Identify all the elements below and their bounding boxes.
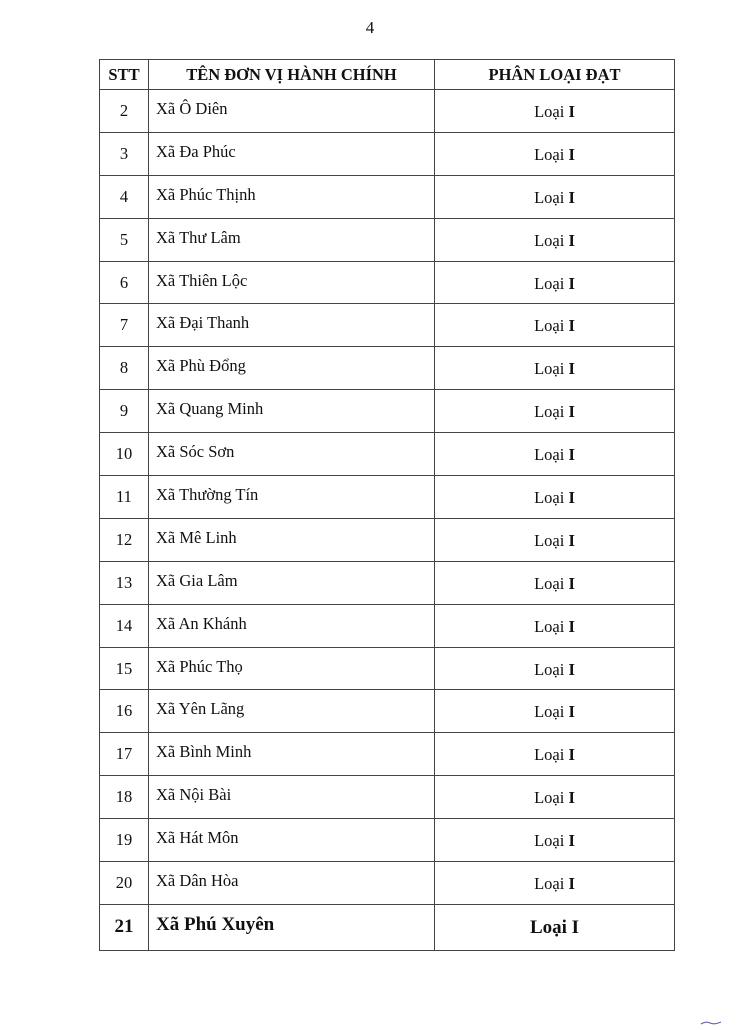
- row-unit-name: Xã Yên Lãng: [156, 699, 245, 719]
- classification-level: I: [568, 745, 575, 765]
- row-classification: [534, 702, 575, 721]
- row-unit-name-cell: [149, 390, 435, 433]
- classification-prefix: Loại: [534, 659, 565, 679]
- row-stt: 8: [100, 347, 149, 390]
- classification-level: I: [568, 573, 575, 593]
- table-row: [100, 862, 675, 905]
- row-classification: [534, 745, 575, 764]
- row-unit-name: Xã Thiên Lộc: [156, 270, 248, 290]
- classification-level: I: [568, 445, 575, 465]
- row-unit-name: Xã Đa Phúc: [156, 141, 236, 161]
- row-unit-name: Xã Đại Thanh: [156, 313, 250, 333]
- row-classification-cell: [435, 862, 675, 905]
- classification-prefix: Loại: [534, 144, 565, 164]
- classification-prefix: Loại: [534, 831, 565, 851]
- classification-prefix: Loại: [534, 873, 565, 893]
- classification-prefix: Loại: [534, 487, 565, 507]
- row-stt: 7: [100, 304, 149, 347]
- table-row: [100, 476, 675, 519]
- table-row: [100, 647, 675, 690]
- row-classification-cell: [435, 261, 675, 304]
- row-classification: [534, 531, 575, 550]
- row-stt: 15: [100, 647, 149, 690]
- row-unit-name-cell: [149, 433, 435, 476]
- row-unit-name: Xã Phúc Thịnh: [156, 184, 256, 204]
- table-row: [100, 218, 675, 261]
- row-stt: 21: [100, 904, 149, 950]
- classification-prefix: Loại: [534, 573, 565, 593]
- row-classification-cell: [435, 90, 675, 133]
- classification-level: I: [568, 316, 575, 336]
- classification-prefix: Loại: [534, 530, 565, 550]
- page-number: 4: [365, 18, 375, 37]
- table-row: [100, 518, 675, 561]
- row-classification: [534, 145, 575, 164]
- row-unit-name-cell: [149, 862, 435, 905]
- row-classification: [534, 617, 575, 636]
- classification-level: I: [568, 530, 575, 550]
- row-unit-name: Xã Nội Bài: [156, 785, 232, 805]
- table-row: [100, 261, 675, 304]
- classification-prefix: Loại: [534, 101, 565, 121]
- classification-prefix: Loại: [534, 402, 565, 422]
- row-unit-name: Xã Sóc Sơn: [156, 442, 235, 462]
- classification-prefix: Loại: [534, 316, 565, 336]
- row-stt: 18: [100, 776, 149, 819]
- row-unit-name-cell: [149, 218, 435, 261]
- row-unit-name-cell: [149, 733, 435, 776]
- row-unit-name: Xã Phúc Thọ: [156, 656, 243, 676]
- row-classification: [534, 831, 575, 850]
- classification-level: I: [568, 702, 575, 722]
- row-unit-name: Xã Mê Linh: [156, 527, 237, 547]
- classification-level: I: [568, 101, 575, 121]
- row-unit-name: Xã Dân Hòa: [156, 870, 239, 890]
- table-row: [100, 776, 675, 819]
- classification-level: I: [568, 873, 575, 893]
- classification-prefix: Loại: [534, 187, 565, 207]
- row-classification-cell: [435, 518, 675, 561]
- row-unit-name-cell: [149, 647, 435, 690]
- row-classification: [534, 445, 575, 464]
- row-classification: [534, 274, 575, 293]
- row-stt: 5: [100, 218, 149, 261]
- table-row: [100, 690, 675, 733]
- table-row: [100, 604, 675, 647]
- row-unit-name-cell: [149, 347, 435, 390]
- table-row: [100, 433, 675, 476]
- row-unit-name-cell: [149, 175, 435, 218]
- row-unit-name-cell: [149, 904, 435, 950]
- administrative-units-table: [99, 59, 675, 951]
- row-classification-cell: [435, 304, 675, 347]
- row-unit-name-cell: [149, 604, 435, 647]
- header-unit-name: TÊN ĐƠN VỊ HÀNH CHÍNH: [149, 60, 435, 90]
- row-unit-name-cell: [149, 561, 435, 604]
- row-stt: 3: [100, 132, 149, 175]
- row-stt: 6: [100, 261, 149, 304]
- row-unit-name: Xã Quang Minh: [156, 399, 264, 419]
- classification-level: I: [568, 402, 575, 422]
- table-row: [100, 390, 675, 433]
- classification-level: I: [568, 487, 575, 507]
- row-unit-name: Xã Ô Diên: [156, 98, 228, 118]
- row-classification-cell: [435, 390, 675, 433]
- row-stt: 17: [100, 733, 149, 776]
- row-unit-name: Xã Phù Đổng: [156, 356, 246, 376]
- row-unit-name: Xã Thường Tín: [156, 484, 259, 504]
- row-classification-cell: [435, 647, 675, 690]
- row-stt: 14: [100, 604, 149, 647]
- table-row: [100, 175, 675, 218]
- row-stt: 19: [100, 819, 149, 862]
- row-stt: 4: [100, 175, 149, 218]
- row-classification: [534, 102, 575, 121]
- row-unit-name-cell: [149, 476, 435, 519]
- row-classification: [534, 316, 575, 335]
- classification-level: I: [568, 187, 575, 207]
- row-classification-cell: [435, 476, 675, 519]
- row-stt: 10: [100, 433, 149, 476]
- row-unit-name-cell: [149, 776, 435, 819]
- classification-level: I: [568, 359, 575, 379]
- table-row: [100, 347, 675, 390]
- row-stt: 16: [100, 690, 149, 733]
- row-stt: 12: [100, 518, 149, 561]
- table-row: [100, 90, 675, 133]
- table-row: [100, 561, 675, 604]
- table-row: [100, 733, 675, 776]
- corner-scribble-mark: [700, 1020, 722, 1026]
- classification-level: I: [568, 616, 575, 636]
- row-unit-name-cell: [149, 304, 435, 347]
- row-stt: 9: [100, 390, 149, 433]
- row-classification-cell: [435, 175, 675, 218]
- header-stt: STT: [100, 60, 149, 90]
- row-classification-cell: [435, 776, 675, 819]
- classification-prefix: Loại: [534, 359, 565, 379]
- row-unit-name-cell: [149, 132, 435, 175]
- row-classification: [534, 231, 575, 250]
- classification-level: I: [568, 273, 575, 293]
- classification-level: I: [568, 831, 575, 851]
- row-classification: [534, 402, 575, 421]
- row-classification: [534, 788, 575, 807]
- row-classification: [534, 359, 575, 378]
- classification-level: I: [568, 230, 575, 250]
- classification-prefix: Loại: [534, 616, 565, 636]
- row-classification-cell: [435, 604, 675, 647]
- row-classification: [534, 660, 575, 679]
- row-stt: 11: [100, 476, 149, 519]
- table-row: [100, 304, 675, 347]
- classification-prefix: Loại: [534, 745, 565, 765]
- classification-prefix: Loại: [534, 445, 565, 465]
- row-unit-name: Xã An Khánh: [156, 613, 247, 633]
- header-classification: PHÂN LOẠI ĐẠT: [435, 60, 675, 90]
- row-classification-cell: [435, 819, 675, 862]
- row-classification: [534, 874, 575, 893]
- table-row: [100, 132, 675, 175]
- row-unit-name-cell: [149, 819, 435, 862]
- row-stt: 20: [100, 862, 149, 905]
- row-classification: [530, 917, 579, 938]
- row-unit-name: Xã Bình Minh: [156, 742, 252, 762]
- row-stt: 2: [100, 90, 149, 133]
- row-classification-cell: [435, 733, 675, 776]
- row-unit-name-cell: [149, 518, 435, 561]
- row-stt: 13: [100, 561, 149, 604]
- classification-level: I: [568, 144, 575, 164]
- table-row: [100, 819, 675, 862]
- row-unit-name-cell: [149, 90, 435, 133]
- table-row: [100, 904, 675, 950]
- row-unit-name: Xã Gia Lâm: [156, 570, 238, 590]
- classification-prefix: Loại: [534, 230, 565, 250]
- row-unit-name: Xã Thư Lâm: [156, 227, 241, 247]
- table-header-row: [100, 60, 675, 90]
- row-classification-cell: [435, 433, 675, 476]
- row-classification: [534, 488, 575, 507]
- classification-level: I: [568, 788, 575, 808]
- classification-prefix: Loại: [534, 788, 565, 808]
- row-unit-name-cell: [149, 261, 435, 304]
- row-unit-name: Xã Hát Môn: [156, 828, 239, 848]
- row-classification-cell: [435, 218, 675, 261]
- classification-prefix: Loại: [534, 273, 565, 293]
- row-classification-cell: [435, 904, 675, 950]
- row-classification-cell: [435, 690, 675, 733]
- row-classification-cell: [435, 132, 675, 175]
- classification-level: I: [571, 917, 580, 939]
- row-classification: [534, 574, 575, 593]
- classification-prefix: Loại: [534, 702, 565, 722]
- classification-prefix: Loại: [529, 917, 567, 939]
- row-unit-name-cell: [149, 690, 435, 733]
- row-classification-cell: [435, 561, 675, 604]
- row-classification-cell: [435, 347, 675, 390]
- classification-level: I: [568, 659, 575, 679]
- row-unit-name: Xã Phú Xuyên: [156, 914, 275, 936]
- row-classification: [534, 188, 575, 207]
